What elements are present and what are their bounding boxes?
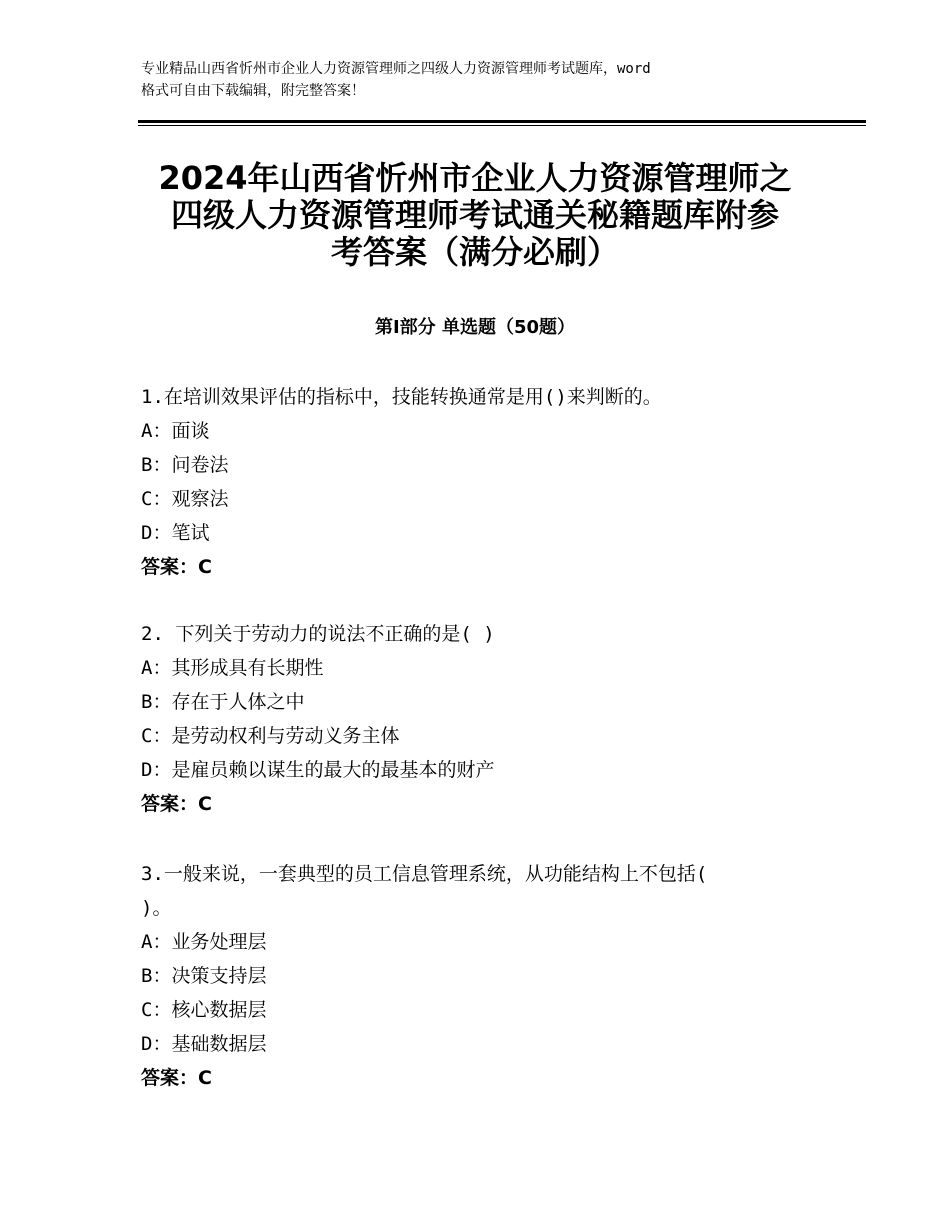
title-line-2: 四级人力资源管理师考试通关秘籍题库附参	[170, 196, 779, 234]
option-d: D：基础数据层	[141, 1033, 267, 1055]
option-b: B：决策支持层	[141, 965, 267, 987]
title-line-1: 2024年山西省忻州市企业人力资源管理师之	[158, 159, 792, 197]
question-3	[141, 857, 821, 1095]
answer-line: 答案：C	[141, 556, 212, 578]
option-b: B：问卷法	[141, 454, 229, 476]
option-d: D：是雇员赖以谋生的最大的最基本的财产	[141, 759, 495, 781]
option-b: B：存在于人体之中	[141, 691, 305, 713]
document-title	[120, 160, 830, 271]
option-c: C：观察法	[141, 488, 229, 510]
title-line-3: 考答案（满分必刷）	[330, 233, 619, 271]
answer-line: 答案：C	[141, 793, 212, 815]
question-1	[141, 380, 821, 584]
header-note-line-2: 格式可自由下载编辑，附完整答案！	[141, 83, 365, 99]
question-stem: 1.在培训效果评估的指标中，技能转换通常是用()来判断的。	[141, 386, 662, 408]
question-stem: 3.一般来说，一套典型的员工信息管理系统，从功能结构上不包括(	[141, 863, 708, 885]
header-note	[141, 58, 831, 102]
question-2	[141, 617, 821, 821]
option-c: C：是劳动权利与劳动义务主体	[141, 725, 400, 747]
header-note-line-1: 专业精品山西省忻州市企业人力资源管理师之四级人力资源管理师考试题库，word	[141, 61, 651, 77]
option-c: C：核心数据层	[141, 999, 267, 1021]
section-heading: 第Ⅰ部分 单选题（50题）	[374, 317, 575, 338]
header-rule-thin	[138, 125, 866, 126]
question-stem: 2. 下列关于劳动力的说法不正确的是( )	[141, 623, 495, 645]
option-a: A：面谈	[141, 420, 210, 442]
option-a: A：业务处理层	[141, 931, 267, 953]
option-a: A：其形成具有长期性	[141, 657, 324, 679]
question-stem-continued: )。	[141, 897, 172, 919]
header-rule-thick	[138, 120, 866, 123]
option-d: D：笔试	[141, 522, 210, 544]
answer-line: 答案：C	[141, 1067, 212, 1089]
